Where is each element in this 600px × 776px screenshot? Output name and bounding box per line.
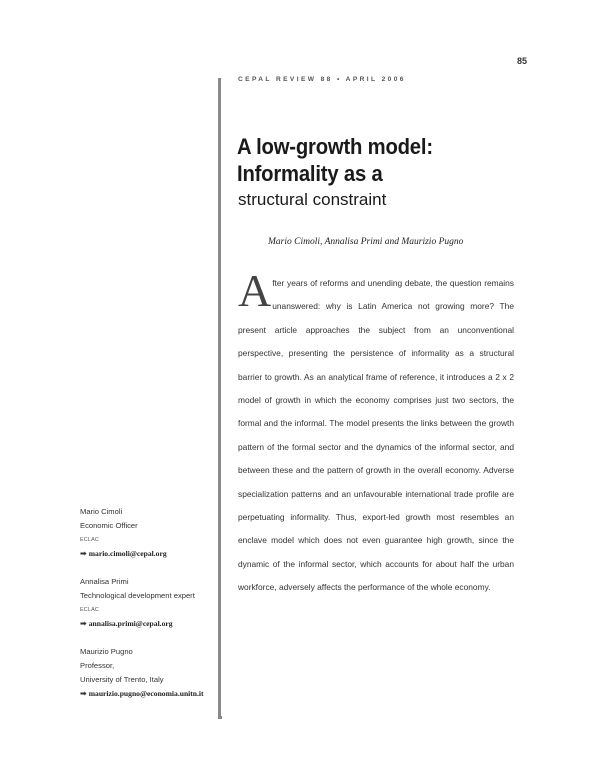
author-email[interactable]: annalisa.primi@cepal.org xyxy=(88,619,173,628)
journal-header: CEPAL REVIEW 88 • APRIL 2006 xyxy=(238,76,406,83)
author-affiliation: ECLAC xyxy=(80,607,99,613)
author-role: Professor, xyxy=(80,661,115,670)
vertical-rule xyxy=(218,78,221,716)
abstract-text: fter years of reforms and unending debate, the question remains unanswered: why is Latin America not growing more? The present article approaches the subject from an unconventional perspective, presenting the persistence of informality as a structural barrier to growth. As an analytical frame of reference, it introduces a 2 x 2 model of growth in which the economy comprises just two sectors, the formal and the informal. The model presents the links between the growth pattern of the formal sector and the dynamics of the informal sector, and between these and the pattern of growth in the overall economy. Adverse specialization patterns and an unfavourable international trade profile are perpetuating informality. Thus, export-led growth most resembles an enclave model which does not even guarantee high growth, since the dynamic of the informal sector, which accounts for about half the urban workforce, adversely affects the performance of the whole economy. xyxy=(238,278,514,593)
title-line-2: Informality as a xyxy=(237,161,383,186)
author-note-cimoli xyxy=(80,505,167,561)
rule-foot xyxy=(218,716,222,719)
author-email[interactable]: maurizio.pugno@economia.unitn.it xyxy=(88,689,204,698)
author-name: Mario Cimoli xyxy=(80,507,123,516)
author-affiliation: ECLAC xyxy=(80,537,99,543)
drop-cap: A xyxy=(238,265,272,316)
email-arrow-icon: ➡ xyxy=(80,619,87,628)
author-email[interactable]: mario.cimoli@cepal.org xyxy=(88,549,167,558)
article-subtitle: structural constraint xyxy=(238,190,387,209)
author-note-pugno xyxy=(80,645,204,701)
abstract xyxy=(238,265,514,600)
article-title xyxy=(237,133,433,187)
email-arrow-icon: ➡ xyxy=(80,689,87,698)
author-role: Technological development expert xyxy=(80,591,195,600)
authors-byline: Mario Cimoli, Annalisa Primi and Maurizio Pugno xyxy=(268,237,464,247)
author-name: Maurizio Pugno xyxy=(80,647,133,656)
title-line-1: A low-growth model: xyxy=(237,134,433,159)
author-name: Annalisa Primi xyxy=(80,577,129,586)
email-arrow-icon: ➡ xyxy=(80,549,87,558)
author-affiliation: University of Trento, Italy xyxy=(80,675,164,684)
page-number: 85 xyxy=(516,56,527,66)
author-note-primi xyxy=(80,575,195,631)
author-role: Economic Officer xyxy=(80,521,138,530)
